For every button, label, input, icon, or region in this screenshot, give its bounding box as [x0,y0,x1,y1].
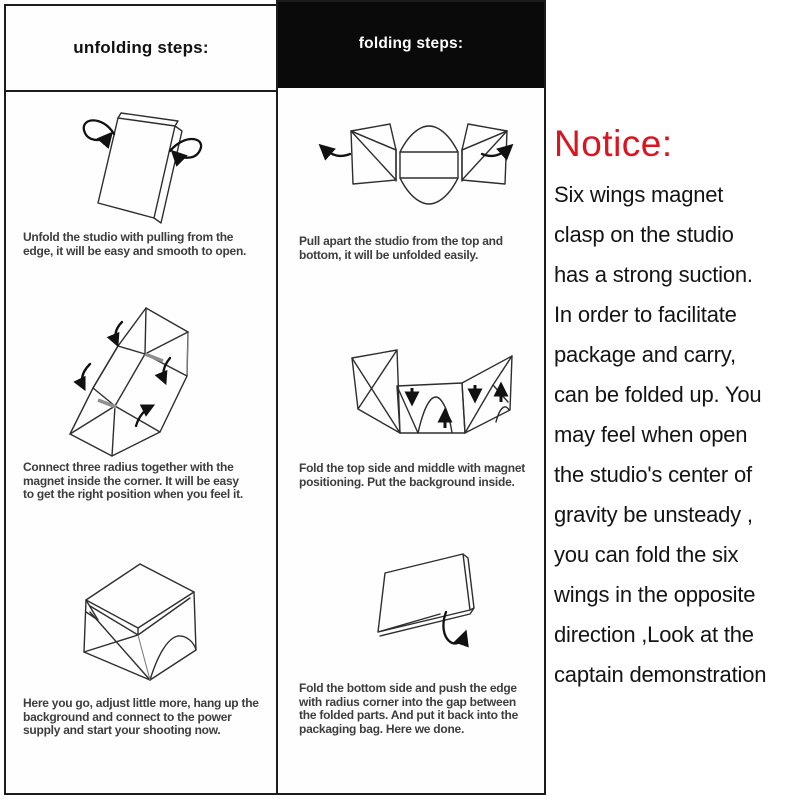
half-opened-studio-wireframe-illustration [58,294,198,460]
notice-heading: Notice: [554,123,673,164]
half-folded-studio-illustration [330,330,522,442]
fold-step1-caption: Pull apart the studio from the top and bottom, it will be unfolded easily. [299,234,503,262]
notice-panel [554,124,796,695]
unfold-step1-caption: Unfold the studio with pulling from the edge, it will be easy and smooth to open. [23,230,247,258]
fold-step1-figure [310,114,522,222]
unfold-step3-figure [68,548,208,693]
folded-flat-studio-illustration [360,540,485,660]
flat-folded-studio-illustration [58,106,223,228]
notice-body-text: Six wings magnet clasp on the studio has a strong suction. In order to facilitate package and carry, can be folded up. You may feel when open the studio's center of gravity be unsteady , you can fold the six wings in the opposite direction ,Look at the captain demonstration [554,181,767,687]
fold-step2-figure [330,330,522,442]
folding-header [278,2,544,88]
unfolding-column [4,4,278,795]
unfold-step1-figure [58,106,223,228]
unfolding-header-label: unfolding steps: [73,38,209,57]
fold-step2-caption: Fold the top side and middle with magnet positioning. Put the background inside. [299,461,526,489]
unfold-step3-caption: Here you go, adjust little more, hang up the background and connect to the power supply and start your shooting now. [23,696,259,738]
folding-header-label: folding steps: [358,35,464,52]
folding-column [276,0,546,795]
spread-flat-studio-illustration [310,114,522,222]
fold-step3-caption: Fold the bottom side and push the edge with radius corner into the gap between the folded parts. And put it back into the packaging bag. Here we done. [299,681,519,736]
unfolding-header [6,6,276,92]
unfold-step2-caption: Connect three radius together with the magnet inside the corner. It will be easy to get the right position when you feel it. [23,460,243,502]
fold-step3-figure [360,540,485,660]
unfold-step2-figure [58,294,198,460]
opened-studio-box-illustration [68,548,208,693]
